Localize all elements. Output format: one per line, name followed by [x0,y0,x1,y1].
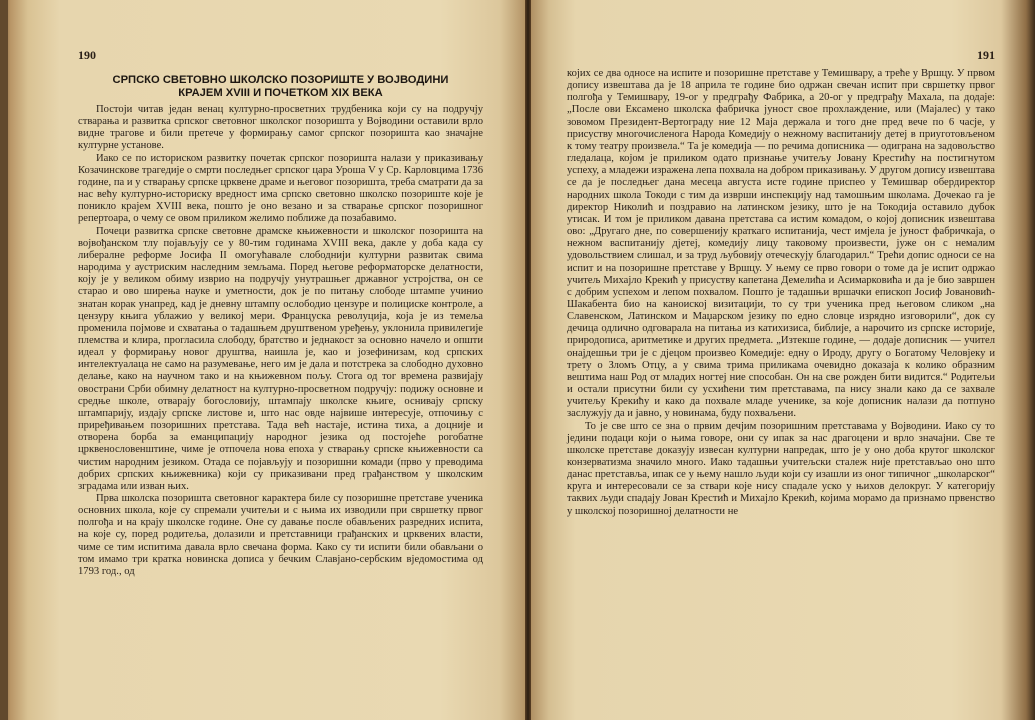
paragraph: Иако се по историском развитку почетак српског позоришта налази у приказивању Козачинскове трагедије о смрти последњег српског цара Уроша V у Ср. Карловцима 1736 године, па и у стварању српске црквене драме и његовог позоришта, треба сматрати да за нас већу културно-историску вредност има српско световно школско позориште које је поникло крајем XVIII века, пошто је оно везано и за стварање српског позоришног репертоара, о чему се овом приликом желимо поближе да позабавимо. [78,152,483,225]
article-title-line-1: СРПСКО СВЕТОВНО ШКОЛСКО ПОЗОРИШТЕ У ВОЈВОДИНИ [112,74,449,86]
paragraph: Постоји читав један венац културно-просветних трудбеника који су на подручју стварања и развитка српског световног школског позоришта у Војводини оставили врло видне трагове и били претече у формирању самог српског позоришта као значајне културне установе. [78,104,483,152]
right-body-text [567,68,995,518]
article-title-line-2: КРАЈЕМ XVIII И ПОЧЕТКОМ XIX ВЕКА [178,87,383,99]
paragraph: којих се два односе на испите и позоришне претставе у Темишвару, а треће у Вршцу. У првом допису извештава да је 18 априла те године био одржан свечан испит при свршетку првог полгођа у Темишвару, 19-ог у предграђу Фабрика, а 20-ог у предграђу Махала, па додаје: „После ови Ексамено школска фабричка јуност свое прохлаждение, или (Мајалес) у тако зовомом Президент-Вертограду ние 12 Маја держала и того дне пред вече по 6 часје, у присуству многочисленога Народа Комедију о нежному васпитанију детеј в приуготовљеном к тому театру произвела.“ Та је комедија — по речима дописника — одиграна на задовољство гледалаца, којом је приликом одато признање учитељу Јовану Крестићу на постигнутом успеху, а младежи изражена лепа похвала на добром приказивању. У другом допису извештава се да је последњег дана месеца августа исте године приспео у Темишвар обердиректор народних школа Токоди с тим да изврши инспекцију над тамошњим школама. Дочекао га је директор Николић и поздравио на латинском језику, што је на Токодија оставило дубок утисак. И том је приликом давана претстава са истим комадом, о којој дописник извештава ово: „Другаго дне, по совершенију краткаго испитанија, чест имјела је јуност фабричкаја, о нежном васпитанију дјетеј, комедију лицу таковому произвести, јуже он с немалим удовольствием слишал, и за труд љубовију отеческују благодарил.“ Трећи допис односи се на испит и на позоришне претставе у Вршцу. У њему се прво говори о томе да је испит одржао учитељ Михајло Крекић у присуству капетана Демелића и Асимарковића и да је био завршен с добрим успехом и лепом похвалом. Пошто је тадашњи вршачки епископ Јосиф Јовановић-Шакабента био на каноиској визитацији, то су три ученика пред његовом сликом „на Славенском, Латинском и Маџарском језику по едно словце изрядно изговорили“, док су дечица одлично одговарала на питања из катихизиса, библије, а нарочито из српске историје, природописа, аритметике и других предмета. „Изтекше године, — додаје дописник — учител онајдешњи три је с дјецом произвео Комедије: едну о Ироду, другу о Богатому Человјеку и трету о Зломъ Отцу, а у свима трима приликама очевидно доказаја к колико образним вештима наш Род от младих ногтеј ние способан. Он на све рожден бити видится.“ Родитељи и остали присутни били су усхићени тим претставама, па нису знали како да се захвале учитељу Крекићу и како да похвале младе ученике, за које дописник налази да потпуно заслужују да и јавно, у новинама, буду похваљени. [567,68,995,420]
paragraph: То је све што се зна о првим дечјим позоришним претставама у Војводини. Иако су то једини подаци који о њима говоре, они су ипак за нас драгоцени и врло значајни. Све те школске претставе доказују извесан културни напредак, што је у оно доба крутог школског конзерватизма значило много. Иако тадашњи учитељски сталеж није претстављао оно што данас претставља, ипак се у њему нашло људи који су изашли из оног типичног „школарског“ круга и интересовали се за ствари које нису спадале уско у њихов делокруг. У категорију таквих људи спадају Јован Крестић и Михајло Крекић, којима морамо да признамо првенство у школској позоришној делатности не [567,420,995,517]
page-number: 190 [78,48,96,62]
paragraph: Прва школска позоришта световног карактера биле су позоришне претставе ученика основних школа, које су спремали учитељи и с њима их изводили при свршетку првог полгођа и на крају школске године. Оне су давање после обављених разредних испита, на које су, поред родитеља, долазили и претставници грађанских и црквених власти, чиме се тим испитима давала врло свечана форма. Како су ти испити били обављани о том имамо три кратка новинска дописа у бечким Славјано-сербским вједомостима од 1793 год., од [78,493,483,577]
page-edge [0,0,8,720]
left-body-text [78,104,483,578]
page-number: 191 [977,48,995,62]
right-page [531,0,1035,720]
article-title [78,74,483,100]
paragraph: Почеци развитка српске световне драмске књижевности и школског позоришта на војвођанском тлу појављују се у 80-тим годинама XVIII века, дакле у доба када су либералне реформе Јосифа II омогућавале слободнији културни развитак свима народима у аустриским наследним земљама. Поред његове реформаторске делатности, коју је у великом обиму изврио на подручју унутрашњег државног устројства, он се старао и ово ширења науке и уметности, док је по питању слободе штампе учинио знатан корак унапред, кад је дневну штампу ослободио цензуре и полициске контроле, а цензуру књига ублажио у великој мери. Француска револуција, која је из темеља променила појмове и схватања о тадашњем друштвеном уређењу, уклонила привилегије племства и клира, прогласила слободу, братство и једнакост за основно начело и општи идеал у формирању новог друштва, наишла је, као и јозефинизам, код српских интелектуалаца не само на разумевање, него им је дала и потстрека за слободно духовно делање, како на научном тако и на књижевном пољу. Стога од тог времена развијају овострани Срби обимну делатност на културно-просветном подручју: подижу основне и средње школе, отварају богословију, штампају школске књиге, оснивају српску штампарију, издају српске листове и, што нас овде највише интересује, отпочињу с приређивањем позоришних претстава. Тада већ настаје, истина тиха, а доцније и отворена борба за еманципацију народног језика од постојеће рогобатне црквенословенштине, чиме је отпочела нова епоха у стварању српске књижевности са чистим народним језиком. Отада се појављују и позоришни комади (прво у преводима добрих српских књижевника) који су приказивани пред грађанством у школским зградама или изван њих. [78,225,483,492]
